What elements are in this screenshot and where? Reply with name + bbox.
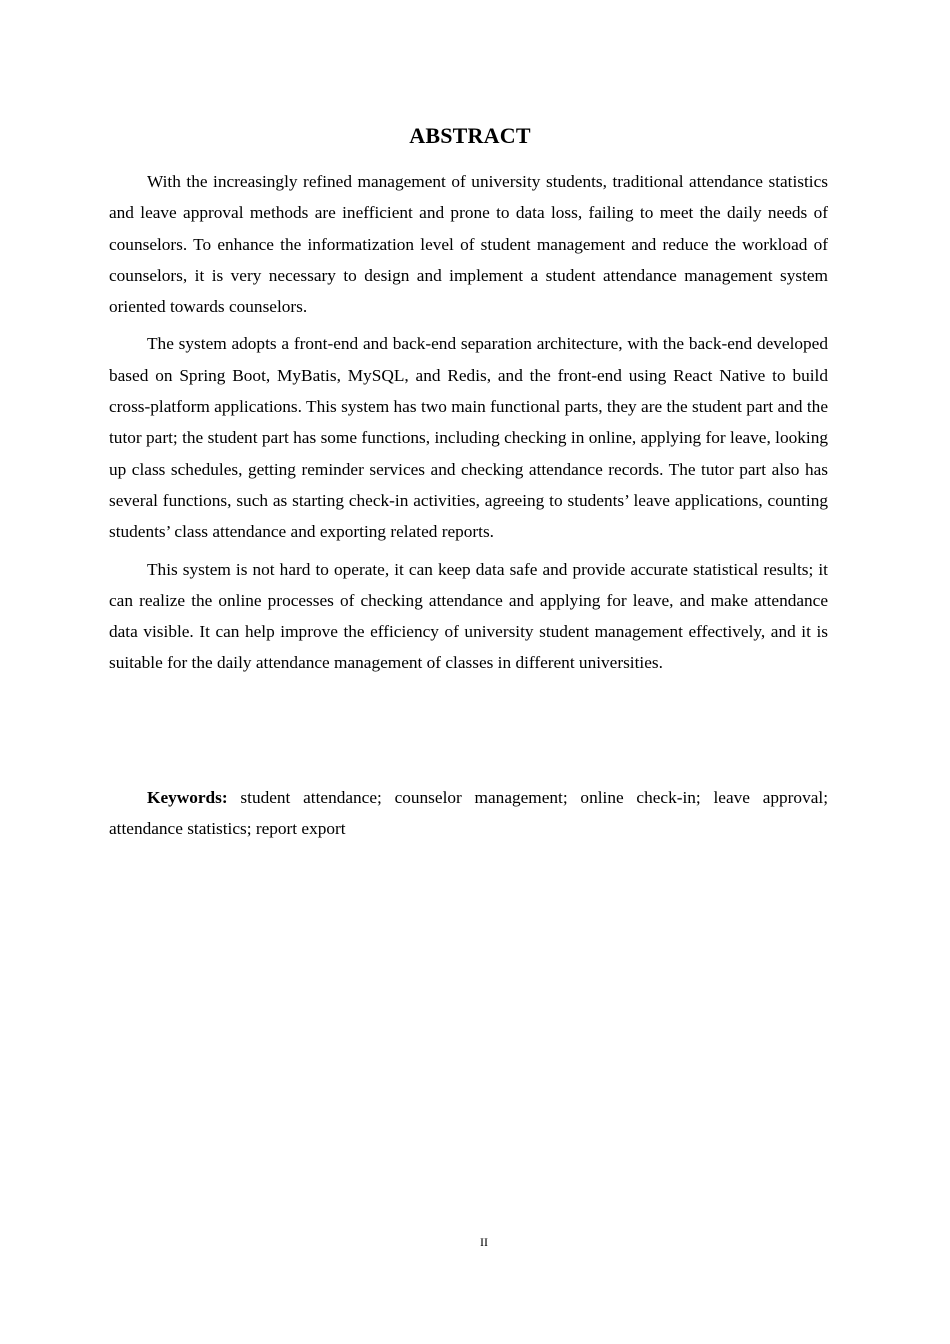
page-number: II — [480, 1235, 488, 1249]
abstract-paragraph-2: The system adopts a front-end and back-end separation architecture, with the back-end developed based on Spring Boot, MyBatis, MySQL, and Redis, and the front-end using React Native to build cross-platform applications. This system has two main functional parts, they are the student part and the tutor part; the student part has some functions, including checking in online, applying for leave, looking up class schedules, getting reminder services and checking attendance records. The tutor part also has several functions, such as starting check-in activities, agreeing to students’ leave applications, counting students’ class attendance and exporting related reports. — [109, 334, 828, 542]
keywords-line — [109, 782, 828, 845]
keywords-label: Keywords: — [147, 788, 228, 807]
abstract-title: ABSTRACT — [409, 123, 531, 148]
abstract-paragraph-3: This system is not hard to operate, it can keep data safe and provide accurate statistical results; it can realize the online processes of checking attendance and applying for leave, and make attendance data visible. It can help improve the efficiency of university student management effectively, and it is suitable for the daily attendance management of classes in different universities. — [109, 559, 828, 673]
abstract-paragraph-1: With the increasingly refined management of university students, traditional attendance statistics and leave approval methods are inefficient and prone to data loss, failing to meet the daily needs of counselors. To enhance the informatization level of student management and reduce the workload of counselors, it is very necessary to design and implement a student attendance management system oriented towards counselors. — [109, 172, 828, 317]
abstract-body — [109, 166, 828, 685]
keywords-text: student attendance; counselor management; online check-in; leave approval; attendance statistics; report export — [109, 788, 828, 839]
